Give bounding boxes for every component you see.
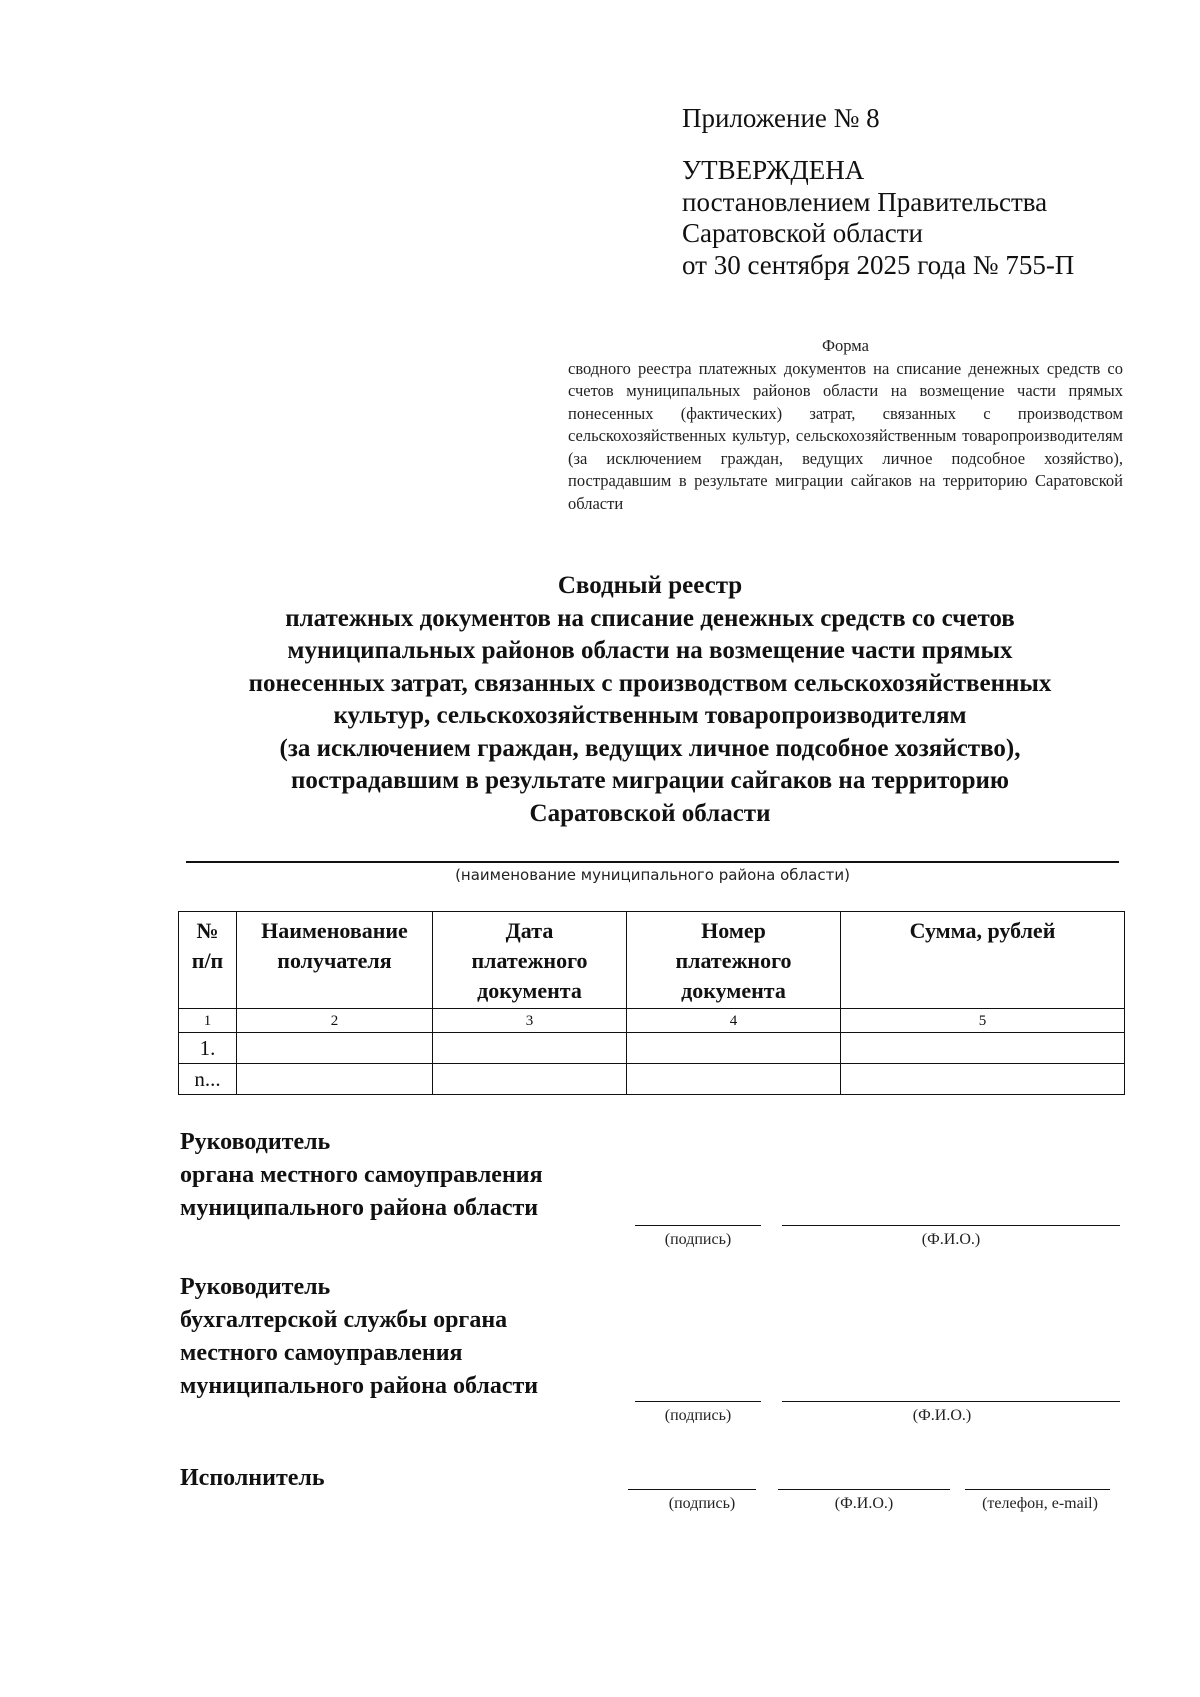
title-line: (за исключением граждан, ведущих личное подсобное хозяйство), xyxy=(279,734,1021,762)
header-cell-doc-number: Номер платежного документа xyxy=(627,912,841,1009)
accountant-name-line[interactable] xyxy=(782,1401,1120,1402)
title-line: платежных документов на списание денежных средств со счетов xyxy=(285,604,1015,632)
executor-signature-line[interactable] xyxy=(628,1489,756,1490)
title-line: культур, сельскохозяйственным товаропроизводителям xyxy=(333,702,967,729)
table-cell: n... xyxy=(179,1064,237,1095)
district-name-field[interactable] xyxy=(186,861,1119,863)
executor-contact-line[interactable] xyxy=(965,1489,1110,1490)
registry-table xyxy=(178,911,1125,1095)
district-name-caption: (наименование муниципального района области) xyxy=(455,866,850,884)
document-title xyxy=(150,570,1150,830)
approval-line: от 30 сентября 2025 года № 755-П xyxy=(682,249,1075,280)
column-number: 2 xyxy=(237,1009,433,1033)
table-cell[interactable] xyxy=(627,1064,841,1095)
table-cell[interactable] xyxy=(237,1064,433,1095)
head-signature-caption: (подпись) xyxy=(664,1231,732,1248)
accountant-signature-line[interactable] xyxy=(635,1401,761,1402)
table-cell[interactable] xyxy=(433,1064,627,1095)
title-line: пострадавшим в результате миграции сайгаков на территорию xyxy=(290,767,1010,794)
executor-contact-caption: (телефон, e-mail) xyxy=(982,1495,1098,1512)
column-number: 4 xyxy=(627,1009,841,1033)
approval-line: УТВЕРЖДЕНА xyxy=(682,155,865,185)
executor-signature-caption: (подпись) xyxy=(668,1495,736,1512)
header-cell-number: № п/п xyxy=(179,912,237,1009)
table-cell[interactable] xyxy=(627,1033,841,1064)
table-row xyxy=(179,1033,1125,1064)
executor-name-caption: (Ф.И.О.) xyxy=(834,1495,894,1512)
form-note xyxy=(568,335,1123,515)
table-row xyxy=(179,1064,1125,1095)
column-number: 5 xyxy=(841,1009,1125,1033)
table-header-row xyxy=(179,912,1125,1009)
signature-executor-title: Исполнитель xyxy=(180,1465,325,1491)
column-number-row xyxy=(179,1009,1125,1033)
column-number: 3 xyxy=(433,1009,627,1033)
title-line: Сводный реестр xyxy=(557,572,743,599)
approval-line: постановлением Правительства xyxy=(682,186,1048,217)
accountant-name-caption: (Ф.И.О.) xyxy=(912,1407,972,1424)
header-cell-recipient: Наименование получателя xyxy=(237,912,433,1009)
signature-head-title: Руководитель органа местного самоуправления муниципального района области xyxy=(180,1129,543,1221)
table-cell[interactable] xyxy=(841,1033,1125,1064)
column-number: 1 xyxy=(179,1009,237,1033)
table-cell[interactable] xyxy=(841,1064,1125,1095)
table-cell: 1. xyxy=(179,1033,237,1064)
header-cell-amount: Сумма, рублей xyxy=(841,912,1125,1009)
form-note-text: сводного реестра платежных документов на списание денежных средств со счетов муниципальных районов области на возмещение части прямых понесенных (фактических) затрат, связанных с производством сельскохозяйственных культур, сельскохозяйственным товаропроизводителям (за исключением граждан, ведущих личное подсобное хозяйство), пострадавшим в результате миграции сайгаков на территорию Саратовской области xyxy=(568,358,1123,513)
table-cell[interactable] xyxy=(237,1033,433,1064)
title-line: муниципальных районов области на возмещение части прямых xyxy=(287,637,1013,664)
head-name-line[interactable] xyxy=(782,1225,1120,1226)
title-line: понесенных затрат, связанных с производством сельскохозяйственных xyxy=(248,669,1052,697)
title-line: Саратовской области xyxy=(529,799,771,827)
appendix-number: Приложение № 8 xyxy=(682,103,880,133)
form-note-title: Форма xyxy=(822,336,869,355)
approval-block xyxy=(682,155,1074,281)
executor-name-line[interactable] xyxy=(778,1489,950,1490)
approval-line: Саратовской области xyxy=(682,218,923,248)
head-name-caption: (Ф.И.О.) xyxy=(921,1231,981,1248)
signature-accountant-title: Руководитель бухгалтерской службы органа местного самоуправления муниципального района области xyxy=(180,1274,539,1399)
head-signature-line[interactable] xyxy=(635,1225,761,1226)
accountant-signature-caption: (подпись) xyxy=(664,1407,732,1424)
header-cell-date: Дата платежного документа xyxy=(433,912,627,1009)
table-cell[interactable] xyxy=(433,1033,627,1064)
